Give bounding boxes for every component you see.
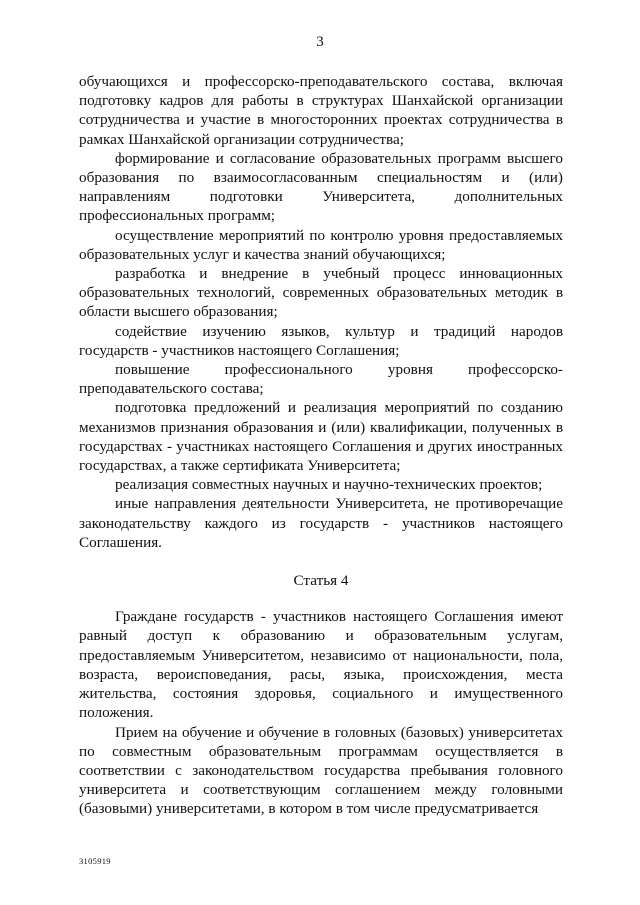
document-code: 3105919 bbox=[79, 856, 111, 866]
article-paragraph: Граждане государств - участников настоящего Соглашения имеют равный доступ к образованию и образовательным услугам, предоставляемым Университетом, независимо от национальности, пола, возраста, вероисповедания, расы, языка, происхождения, места жительства, состояния здоровья, социального и имущественного положения. bbox=[79, 608, 563, 722]
page-number: 3 bbox=[316, 34, 324, 50]
list-item: формирование и согласование образовательных программ высшего образования по взаимосогласованным специальностям и (или) направлениям подготовки Университета, дополнительных профессиональных программ; bbox=[79, 149, 563, 225]
list-item: иные направления деятельности Университета, не противоречащие законодательству каждого из государств - участников настоящего Соглашения. bbox=[79, 495, 563, 551]
article-paragraph: Прием на обучение и обучение в головных (базовых) университетах по совместным образовательным программам осуществляется в соответствии с законодательством государства пребывания головного университета и соответствующим соглашением между головными (базовыми) университетами, в котором в том числе предусматривается bbox=[79, 723, 563, 818]
list-item: повышение профессионального уровня профессорско-преподавательского состава; bbox=[79, 361, 563, 398]
list-item: содействие изучению языков, культур и традиций народов государств - участников настоящего Соглашения; bbox=[79, 322, 563, 359]
list-item: реализация совместных научных и научно-технических проектов; bbox=[115, 476, 543, 494]
list-item: обучающихся и профессорско-преподавательского состава, включая подготовку кадров для работы в структурах Шанхайской организации сотрудничества и участие в многосторонних проектах сотрудничества в рамках Шанхайской организации сотрудничества; bbox=[79, 73, 563, 148]
list-item: подготовка предложений и реализация мероприятий по созданию механизмов признания образования и (или) квалификации, полученных в государствах - участниках настоящего Соглашения и других иностранных государствах, а также сертификата Университета; bbox=[79, 399, 563, 475]
list-item: разработка и внедрение в учебный процесс инновационных образовательных технологий, современных образовательных методик в области высшего образования; bbox=[79, 265, 563, 321]
document-body bbox=[79, 72, 563, 819]
article-heading: Статья 4 bbox=[293, 572, 349, 590]
list-item: осуществление мероприятий по контролю уровня предоставляемых образовательных услуг и качества знаний обучающихся; bbox=[79, 226, 563, 263]
